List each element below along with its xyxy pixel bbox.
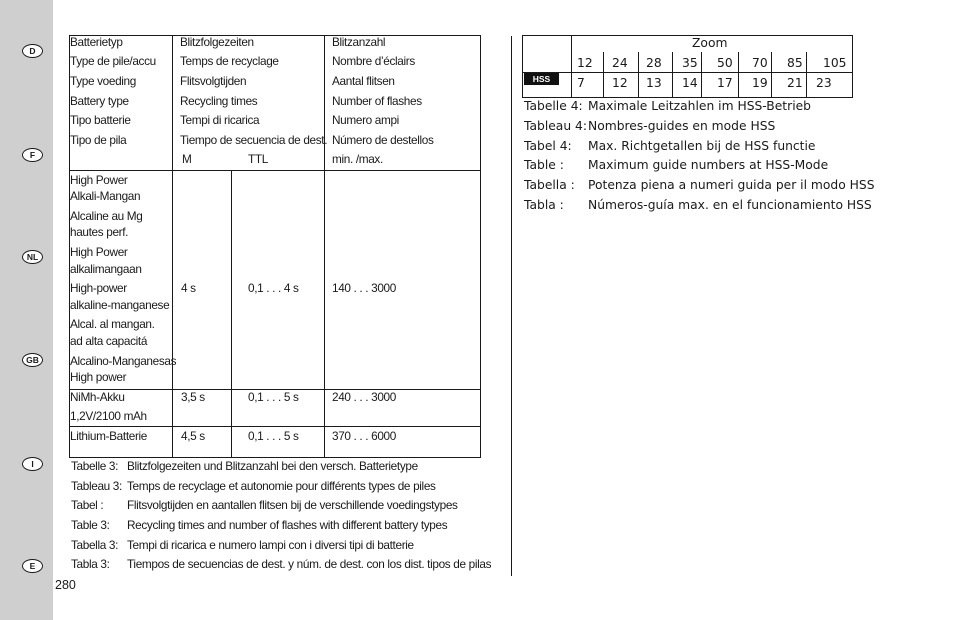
alkaline-name: High power xyxy=(70,370,127,384)
caption-label: Table : xyxy=(524,158,564,172)
lithium-name: Lithium-Batterie xyxy=(70,429,148,443)
subheader-m: M xyxy=(182,152,192,166)
alkaline-name: Alkali-Mangan xyxy=(70,189,141,203)
caption-text: Maximum guide numbers at HSS-Mode xyxy=(588,158,829,172)
nimh-recycle-ttl: 0,1 . . . 5 s xyxy=(248,390,299,404)
caption-label: Tabla : xyxy=(524,198,564,212)
nimh-recycle-m: 3,5 s xyxy=(181,390,205,404)
header-flashes: Blitzanzahl xyxy=(332,35,386,49)
guide-number: 12 xyxy=(612,76,628,90)
guide-number: 21 xyxy=(787,76,803,90)
header-recycling: Flitsvolgtijden xyxy=(180,74,247,88)
caption-label: Tabelle 3: xyxy=(71,459,118,473)
guide-number: 7 xyxy=(577,76,585,90)
lang-marker-f[interactable]: F xyxy=(22,148,43,162)
lithium-flash-count: 370 . . . 6000 xyxy=(332,429,396,443)
caption-text: Potenza piena a numeri guida per il modo HSS xyxy=(588,178,875,192)
header-flashes: Número de destellos xyxy=(332,133,434,147)
alkaline-name: alkaline-manganese xyxy=(70,298,170,312)
nimh-name: 1,2V/2100 mAh xyxy=(70,409,147,423)
alkaline-name: hautes perf. xyxy=(70,225,129,239)
zoom-value: 105 xyxy=(823,56,847,70)
caption-label: Tabella 3: xyxy=(71,538,118,552)
caption-text: Tiempos de secuencias de dest. y núm. de dest. con los dist. tipos de pilas xyxy=(127,557,492,571)
alkaline-recycle-m: 4 s xyxy=(181,281,196,295)
language-sidebar xyxy=(0,0,53,620)
alkaline-name: Alcaline au Mg xyxy=(70,209,143,223)
caption-label: Table 3: xyxy=(71,518,110,532)
lang-marker-gb[interactable]: GB xyxy=(22,353,43,367)
caption-text: Tempi di ricarica e numero lampi con i diversi tipi di batterie xyxy=(127,538,414,552)
alkaline-recycle-ttl: 0,1 . . . 4 s xyxy=(248,281,299,295)
guide-number: 23 xyxy=(816,76,832,90)
hss-badge: HSS xyxy=(524,73,559,85)
header-flashes: Nombre d’éclairs xyxy=(332,54,415,68)
lithium-recycle-m: 4,5 s xyxy=(181,429,205,443)
caption-text: Maximale Leitzahlen im HSS-Betrieb xyxy=(588,99,811,113)
caption-text: Nombres-guides en mode HSS xyxy=(588,119,776,133)
caption-label: Tabelle 4: xyxy=(524,99,583,113)
caption-text: Recycling times and number of flashes with different battery types xyxy=(127,518,448,532)
lang-marker-nl[interactable]: NL xyxy=(22,250,43,264)
alkaline-name: High Power xyxy=(70,173,128,187)
zoom-value: 24 xyxy=(612,56,628,70)
zoom-value: 50 xyxy=(717,56,733,70)
alkaline-name: High Power xyxy=(70,245,128,259)
guide-number: 19 xyxy=(752,76,768,90)
caption-label: Tableau 4: xyxy=(524,119,588,133)
page-number: 280 xyxy=(55,578,76,592)
header-flashes: Number of flashes xyxy=(332,94,422,108)
alkaline-name: ad alta capacitá xyxy=(70,334,148,348)
guide-number: 14 xyxy=(682,76,698,90)
alkaline-name: Alcalino-Manganesas xyxy=(70,354,177,368)
header-flashes: Aantal flitsen xyxy=(332,74,395,88)
guide-number: 17 xyxy=(717,76,733,90)
subheader-minmax: min. /max. xyxy=(332,152,383,166)
caption-text: Flitsvolgtijden en aantallen flitsen bij de verschillende voedingstypes xyxy=(127,498,458,512)
header-recycling: Recycling times xyxy=(180,94,258,108)
caption-label: Tabel : xyxy=(71,498,104,512)
alkaline-flash-count: 140 . . . 3000 xyxy=(332,281,396,295)
caption-text: Temps de recyclage et autonomie pour différents types de piles xyxy=(127,479,436,493)
header-recycling: Tiempo de secuencia de dest. xyxy=(180,133,328,147)
subheader-ttl: TTL xyxy=(248,152,268,166)
lang-marker-e[interactable]: E xyxy=(22,559,43,573)
guide-number: 13 xyxy=(646,76,662,90)
zoom-value: 70 xyxy=(752,56,768,70)
header-battery-type: Batterietyp xyxy=(70,35,123,49)
zoom-value: 12 xyxy=(577,56,593,70)
alkaline-name: High-power xyxy=(70,281,127,295)
caption-label: Tabella : xyxy=(524,178,575,192)
lithium-recycle-ttl: 0,1 . . . 5 s xyxy=(248,429,299,443)
header-recycling: Blitzfolgezeiten xyxy=(180,35,254,49)
header-battery-type: Type de pile/accu xyxy=(70,54,156,68)
header-battery-type: Battery type xyxy=(70,94,129,108)
alkaline-name: Alcal. al mangan. xyxy=(70,317,155,331)
alkaline-name: alkalimangaan xyxy=(70,262,142,276)
caption-label: Tabel 4: xyxy=(524,139,572,153)
caption-text: Blitzfolgezeiten und Blitzanzahl bei den versch. Batterietype xyxy=(127,459,418,473)
nimh-flash-count: 240 . . . 3000 xyxy=(332,390,396,404)
zoom-value: 35 xyxy=(682,56,698,70)
header-battery-type: Type voeding xyxy=(70,74,136,88)
caption-text: Números-guía max. en el funcionamiento HSS xyxy=(588,198,872,212)
header-recycling: Temps de recyclage xyxy=(180,54,279,68)
lang-marker-i[interactable]: I xyxy=(22,457,43,471)
header-flashes: Numero ampi xyxy=(332,113,399,127)
zoom-header: Zoom xyxy=(692,36,728,50)
zoom-value: 85 xyxy=(787,56,803,70)
column-divider xyxy=(511,36,512,576)
header-battery-type: Tipo batterie xyxy=(70,113,131,127)
header-recycling: Tempi di ricarica xyxy=(180,113,260,127)
nimh-name: NiMh-Akku xyxy=(70,390,125,404)
caption-label: Tableau 3: xyxy=(71,479,122,493)
lang-marker-d[interactable]: D xyxy=(22,44,43,58)
zoom-value: 28 xyxy=(646,56,662,70)
header-battery-type: Tipo de pila xyxy=(70,133,127,147)
caption-text: Max. Richtgetallen bij de HSS functie xyxy=(588,139,816,153)
caption-label: Tabla 3: xyxy=(71,557,110,571)
